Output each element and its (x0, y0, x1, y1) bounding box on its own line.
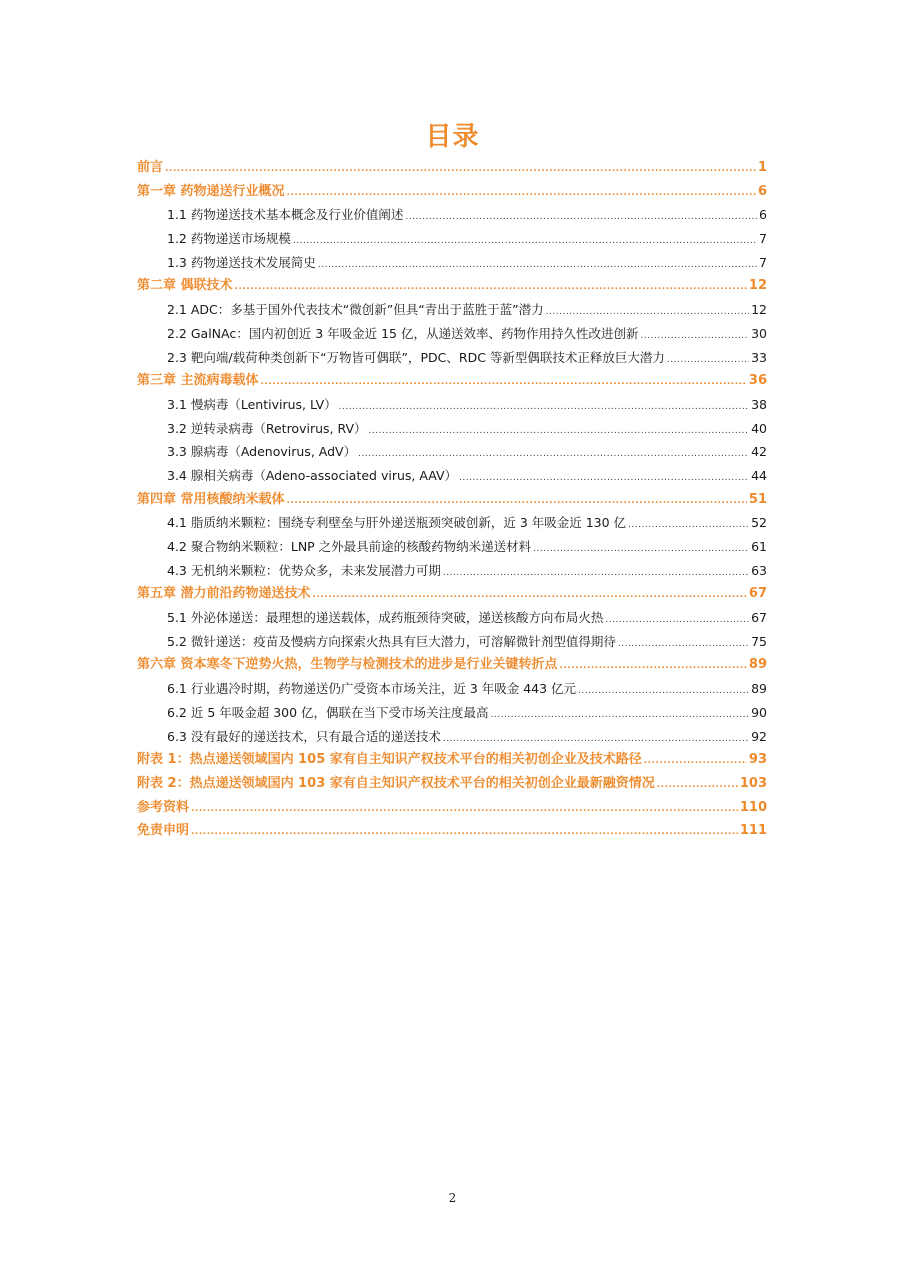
toc-entry-page: 42 (751, 444, 767, 460)
toc-entry-page: 1 (757, 160, 767, 175)
toc-entry-label: 6.1 行业遇冷时期，药物递送仍广受资本市场关注，近 3 年吸金 443 亿元 (167, 681, 577, 697)
toc-section-entry[interactable] (137, 559, 767, 583)
toc-chapter-entry[interactable] (137, 180, 767, 204)
dot-leader (191, 821, 738, 845)
toc-entry-label: 3.2 逆转录病毒（Retrovirus, RV） (167, 420, 367, 436)
dot-leader (287, 490, 747, 514)
dot-leader (491, 704, 750, 728)
toc-section-entry[interactable] (137, 417, 767, 441)
toc-section-entry[interactable] (137, 701, 767, 725)
toc-entry-label: 参考资料 (137, 799, 190, 815)
toc-entry-label: 4.1 脂质纳米颗粒：围绕专利壁垒与肝外递送瓶颈突破创新，近 3 年吸金近 130 亿 (167, 515, 627, 531)
toc-entry-label: 附表 2：热点递送领域国内 103 家有自主知识产权技术平台的相关初创企业最新融资情况 (137, 775, 655, 791)
toc-entry-page: 51 (748, 491, 767, 507)
toc-chapter-entry[interactable] (137, 274, 767, 298)
toc-entry-label: 附表 1：热点递送领域国内 105 家有自主知识产权技术平台的相关初创企业及技术路径 (137, 752, 642, 768)
dot-leader (369, 420, 750, 444)
toc-entry-page: 89 (751, 681, 767, 697)
toc-entry-label: 3.1 慢病毒（Lentivirus, LV） (167, 396, 337, 412)
toc-section-entry[interactable] (137, 393, 767, 417)
toc-entry-label: 1.2 药物递送市场规模 (167, 231, 291, 247)
toc-section-entry[interactable] (137, 440, 767, 464)
toc-entry-label: 第二章 偶联技术 (137, 278, 233, 294)
toc-section-entry[interactable] (137, 725, 767, 749)
toc-entry-page: 93 (748, 752, 767, 768)
toc-entry-label: 前言 (137, 160, 164, 175)
toc-section-entry[interactable] (137, 227, 767, 251)
toc-entry-page: 92 (751, 728, 767, 744)
dot-leader (657, 774, 738, 798)
dot-leader (191, 798, 738, 822)
toc-chapter-entry[interactable] (137, 748, 767, 772)
toc-chapter-entry[interactable] (137, 772, 767, 796)
toc-section-entry[interactable] (137, 322, 767, 346)
toc-entry-label: 2.1 ADC：多基于国外代表技术“微创新”但具“青出于蓝胜于蓝”潜力 (167, 302, 544, 318)
page-number: 2 (448, 1191, 457, 1205)
dot-leader (261, 371, 747, 395)
toc-entry-page: 110 (739, 799, 767, 815)
toc-entry-label: 第一章 药物递送行业概况 (137, 183, 285, 199)
toc-entry-page: 33 (751, 349, 767, 365)
dot-leader (605, 609, 749, 633)
toc-section-entry[interactable] (137, 464, 767, 488)
toc-chapter-entry[interactable] (137, 819, 767, 843)
toc-entry-page: 61 (751, 539, 767, 554)
toc-section-entry[interactable] (137, 677, 767, 701)
dot-leader (667, 349, 749, 373)
toc-section-entry[interactable] (137, 511, 767, 535)
toc-entry-page: 63 (751, 562, 767, 578)
toc-entry-page: 75 (751, 633, 767, 649)
toc-entry-label: 5.1 外泌体递送：最理想的递送载体，成药瓶颈待突破，递送核酸方向布局火热 (167, 610, 604, 626)
toc-chapter-entry[interactable] (137, 653, 767, 677)
toc-entry-page: 12 (748, 278, 767, 294)
toc-section-entry[interactable] (137, 535, 767, 559)
dot-leader (339, 396, 749, 420)
toc-entry-label: 1.1 药物递送技术基本概念及行业价值阐述 (167, 207, 404, 223)
toc-entry-label: 第五章 潜力前沿药物递送技术 (137, 586, 311, 602)
toc-entry-page: 44 (751, 467, 767, 483)
toc-entry-label: 4.2 聚合物纳米颗粒：LNP 之外最具前途的核酸药物纳米递送材料 (167, 539, 532, 554)
toc-entry-page: 67 (751, 610, 767, 626)
dot-leader (618, 633, 749, 657)
dot-leader (405, 206, 757, 230)
toc-entry-page: 67 (748, 586, 767, 602)
toc-entry-page: 52 (751, 515, 767, 531)
page-title: 目录 (425, 122, 480, 152)
dot-leader (628, 514, 749, 538)
toc-entry-page: 103 (739, 775, 767, 791)
toc-entry-label: 第六章 资本寒冬下逆势火热，生物学与检测技术的进步是行业关键转折点 (137, 657, 558, 673)
toc-chapter-entry[interactable] (137, 369, 767, 393)
toc-entry-page: 6 (759, 207, 767, 223)
dot-leader (287, 182, 756, 206)
table-of-contents (137, 156, 767, 843)
toc-section-entry[interactable] (137, 203, 767, 227)
toc-entry-page: 36 (748, 373, 767, 389)
dot-leader (459, 467, 749, 491)
toc-chapter-entry[interactable] (137, 156, 767, 180)
toc-chapter-entry[interactable] (137, 796, 767, 820)
toc-entry-label: 3.3 腺病毒（Adenovirus, AdV） (167, 444, 357, 460)
toc-section-entry[interactable] (137, 346, 767, 370)
dot-leader (443, 562, 749, 586)
toc-entry-label: 5.2 微针递送：疫苗及慢病方向探索火热具有巨大潜力，可溶解微针剂型值得期待 (167, 633, 616, 649)
toc-section-entry[interactable] (137, 606, 767, 630)
toc-entry-page: 6 (757, 183, 767, 199)
dot-leader (560, 655, 747, 679)
dot-leader (533, 538, 749, 562)
dot-leader (313, 584, 747, 608)
toc-entry-page: 90 (751, 704, 767, 720)
toc-entry-label: 2.2 GalNAc：国内初创近 3 年吸金近 15 亿，从递送效率、药物作用持久性改进创新 (167, 325, 639, 341)
toc-entry-page: 7 (759, 231, 767, 247)
toc-entry-label: 2.3 靶向端/载荷种类创新下“万物皆可偶联”，PDC、RDC 等新型偶联技术正释放巨大潜力 (167, 349, 665, 365)
toc-entry-label: 3.4 腺相关病毒（Adeno-associated virus, AAV） (167, 467, 458, 483)
toc-entry-label: 6.3 没有最好的递送技术，只有最合适的递送技术 (167, 728, 441, 744)
dot-leader (318, 254, 757, 278)
toc-entry-page: 38 (751, 396, 767, 412)
toc-section-entry[interactable] (137, 630, 767, 654)
toc-entry-page: 30 (751, 325, 767, 341)
dot-leader (293, 230, 757, 254)
toc-entry-label: 第四章 常用核酸纳米载体 (137, 491, 285, 507)
toc-entry-label: 4.3 无机纳米颗粒：优势众多，未来发展潜力可期 (167, 562, 441, 578)
toc-chapter-entry[interactable] (137, 582, 767, 606)
toc-entry-page: 12 (751, 302, 767, 318)
toc-entry-label: 6.2 近 5 年吸金超 300 亿，偶联在当下受市场关注度最高 (167, 704, 489, 720)
dot-leader (644, 750, 747, 774)
dot-leader (165, 158, 756, 182)
toc-entry-label: 1.3 药物递送技术发展简史 (167, 254, 316, 270)
dot-leader (578, 680, 749, 704)
toc-entry-page: 7 (759, 254, 767, 270)
toc-entry-page: 40 (751, 420, 767, 436)
dot-leader (235, 276, 747, 300)
toc-entry-page: 111 (739, 823, 767, 839)
toc-chapter-entry[interactable] (137, 488, 767, 512)
toc-entry-label: 第三章 主流病毒载体 (137, 373, 259, 389)
toc-section-entry[interactable] (137, 251, 767, 275)
toc-entry-label: 免责申明 (137, 823, 190, 839)
toc-section-entry[interactable] (137, 298, 767, 322)
toc-entry-page: 89 (748, 657, 767, 673)
